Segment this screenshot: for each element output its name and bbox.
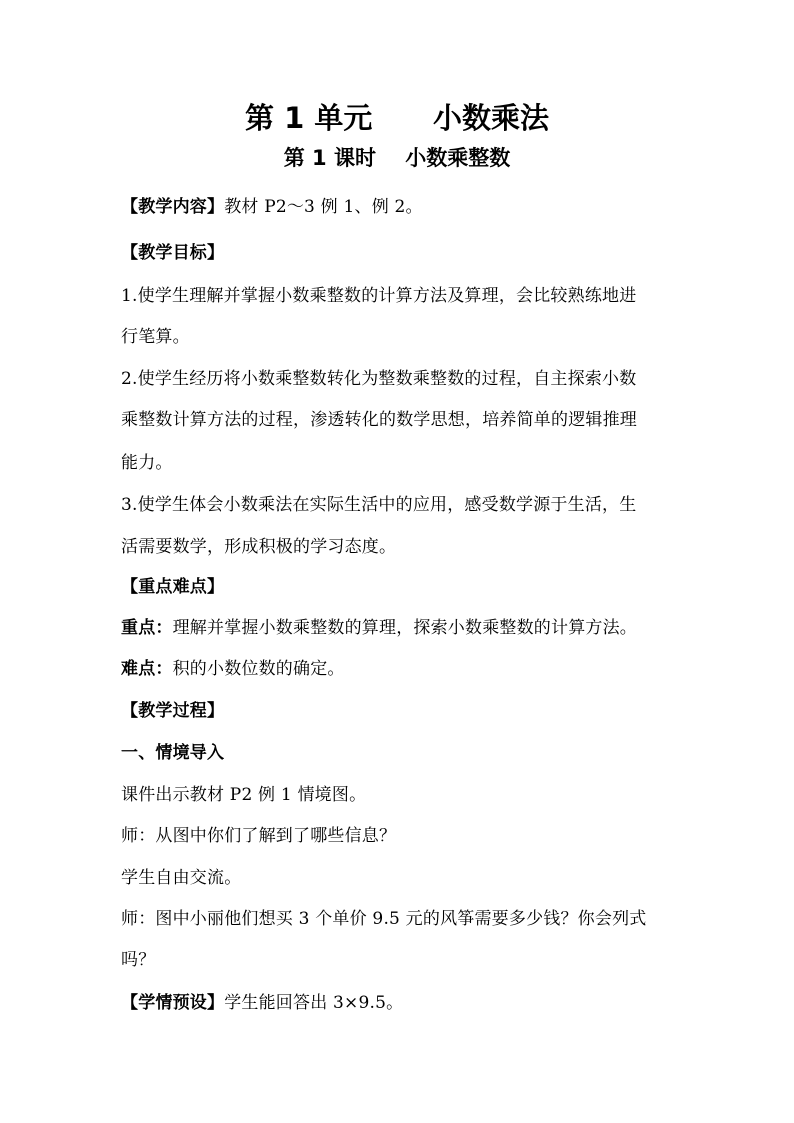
key-point-line: [121, 616, 681, 640]
objective-line: 3.使学生体会小数乘法在实际生活中的应用，感受数学源于生活，生: [121, 495, 637, 515]
objective-line: 能力。: [121, 453, 173, 473]
student-preset-text: 学生能回答出 3×9.5。: [224, 993, 404, 1013]
objective-line: 活需要数学，形成积极的学习态度。: [121, 537, 397, 557]
teaching-content-label: 【教学内容】: [121, 197, 225, 217]
objective-line: 乘整数计算方法的过程，渗透转化的数学思想，培养简单的逻辑推理: [121, 410, 637, 430]
process-heading: 【教学过程】: [121, 701, 225, 721]
process-line: 师：图中小丽他们想买 3 个单价 9.5 元的风筝需要多少钱？你会列式: [121, 909, 647, 929]
objective-line: 行笔算。: [121, 327, 190, 347]
objective-line: 2.使学生经历将小数乘整数转化为整数乘整数的过程，自主探索小数: [121, 369, 637, 389]
lesson-title: 第 1 课时 小数乘整数: [283, 146, 511, 170]
process-line: 课件出示教材 P2 例 1 情境图。: [121, 785, 367, 805]
key-points-heading: 【重点难点】: [121, 577, 225, 597]
student-preset-label: 【学情预设】: [121, 993, 225, 1013]
teaching-content-line: [121, 195, 681, 219]
unit-title: 第 1 单元 小数乘法: [245, 101, 549, 135]
key-point-text: 理解并掌握小数乘整数的算理，探索小数乘整数的计算方法。: [172, 618, 638, 638]
difficult-point-label: 难点：: [121, 659, 173, 679]
key-point-label: 重点：: [121, 618, 173, 638]
process-line: 师：从图中你们了解到了哪些信息？: [121, 826, 397, 846]
process-line: 学生自由交流。: [121, 868, 242, 888]
process-line: 吗？: [121, 950, 156, 970]
teaching-content-text: 教材 P2～3 例 1、例 2。: [224, 197, 423, 217]
section-heading: 一、情境导入: [121, 743, 225, 763]
objectives-heading: 【教学目标】: [121, 243, 225, 263]
objective-line: 1.使学生理解并掌握小数乘整数的计算方法及算理，会比较熟练地进: [121, 286, 637, 306]
student-preset-line: [121, 991, 681, 1015]
difficult-point-line: [121, 657, 681, 681]
difficult-point-text: 积的小数位数的确定。: [172, 659, 345, 679]
